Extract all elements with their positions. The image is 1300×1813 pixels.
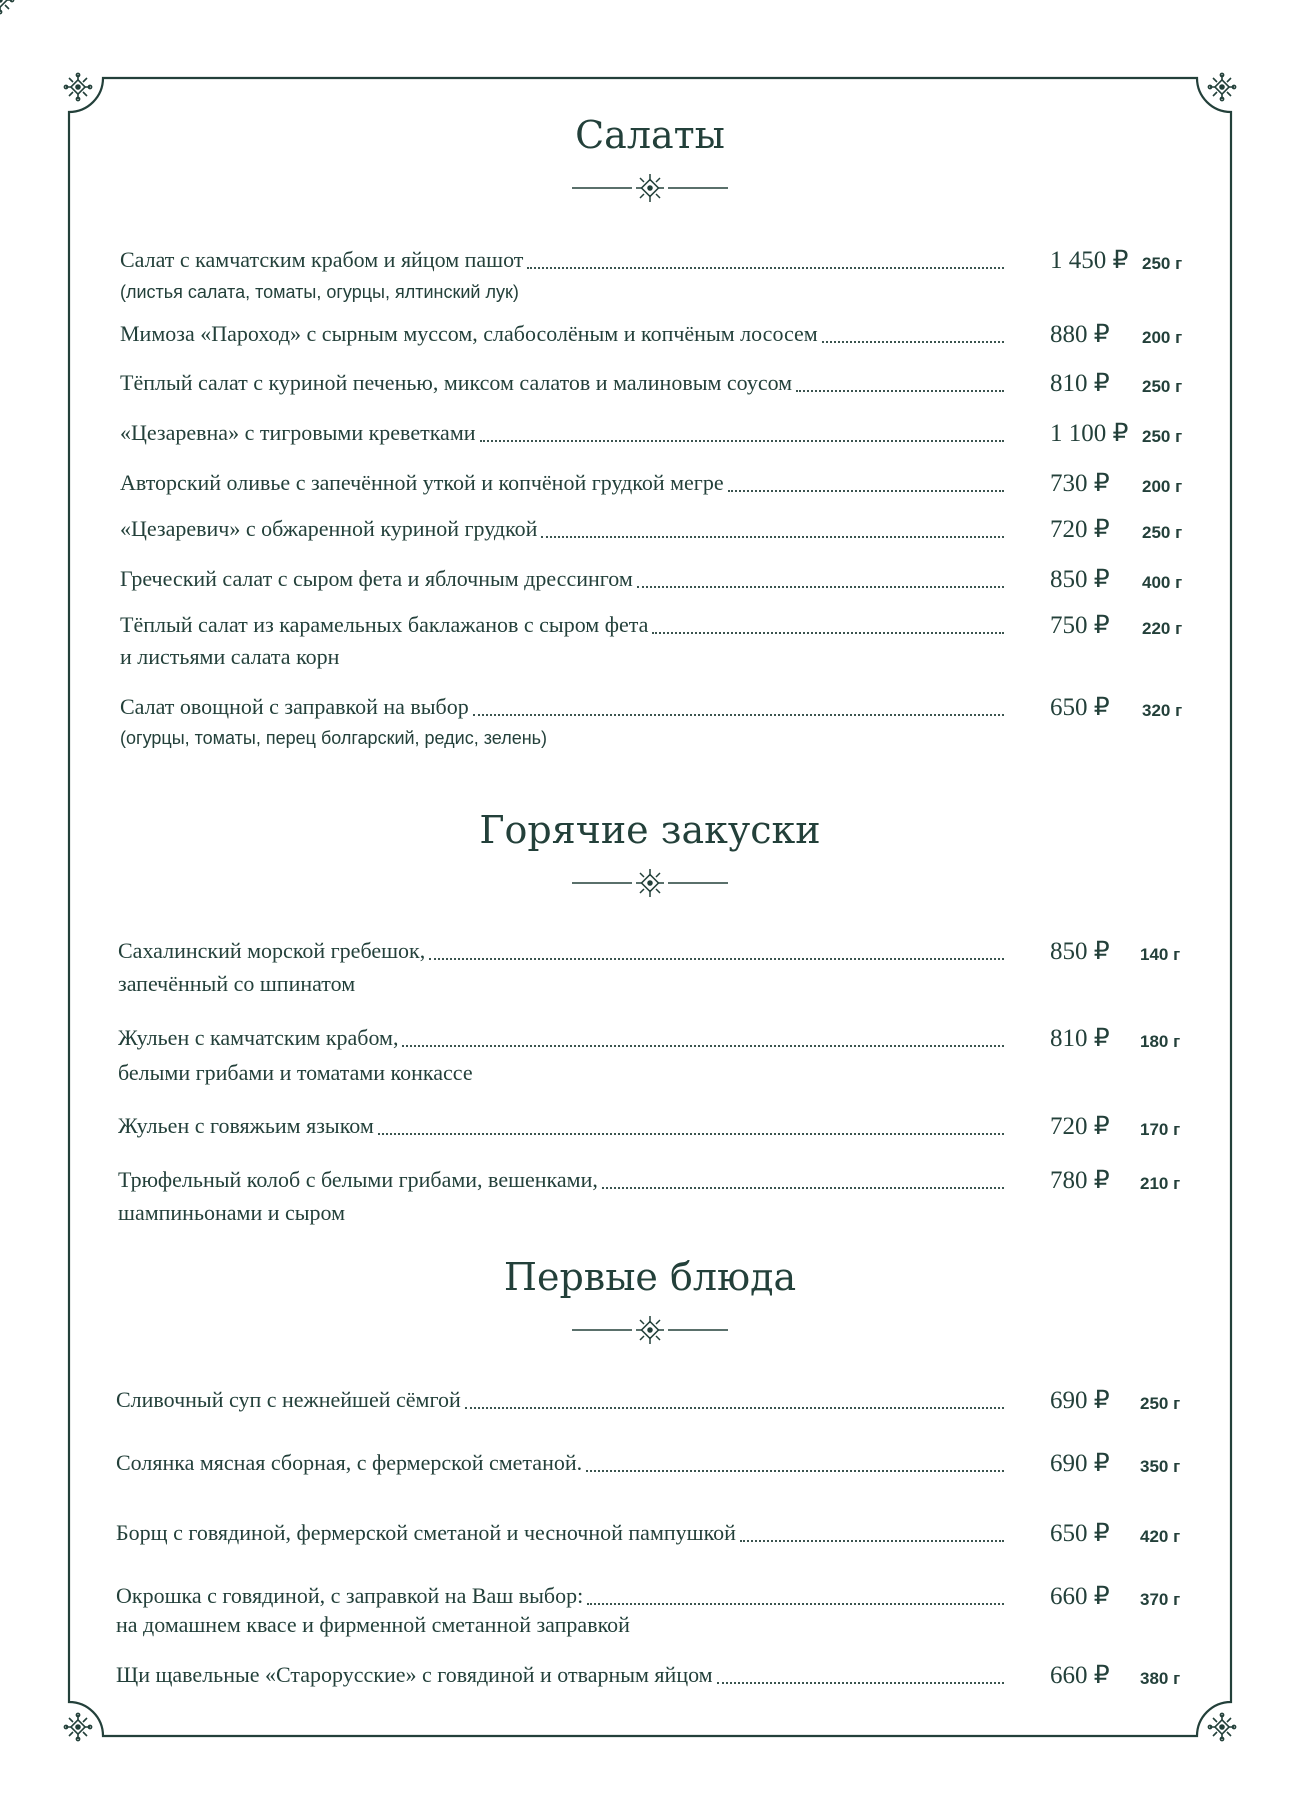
item-price: 650 ₽ xyxy=(1050,694,1110,721)
dot-leader xyxy=(480,440,1004,442)
dot-leader xyxy=(796,390,1004,392)
item-weight: 250 г xyxy=(1142,427,1183,446)
corner-ornament-icon xyxy=(64,73,91,100)
item-price: 1 450 ₽ xyxy=(1050,247,1129,274)
item-name-line2: на домашнем квасе и фирменной сметанной заправкой xyxy=(116,1612,630,1637)
item-name: Окрошка с говядиной, с заправкой на Ваш выбор: xyxy=(116,1583,584,1608)
item-price: 750 ₽ xyxy=(1050,612,1110,639)
dot-leader xyxy=(728,490,1004,492)
item-name: Жульен с камчатским крабом, xyxy=(118,1025,399,1050)
item-name: Трюфельный колоб с белыми грибами, вешенками, xyxy=(118,1167,598,1192)
dot-leader xyxy=(586,1470,1004,1472)
item-price: 730 ₽ xyxy=(1050,470,1110,497)
item-price: 1 100 ₽ xyxy=(1050,420,1129,447)
item-name: Жульен с говяжьим языком xyxy=(118,1113,374,1138)
dot-leader xyxy=(527,267,1004,269)
item-name: Авторский оливье с запечённой уткой и копчёной грудкой мегре xyxy=(120,470,724,495)
dot-leader xyxy=(587,1603,1004,1605)
item-description: (листья салата, томаты, огурцы, ялтинский лук) xyxy=(120,282,519,302)
item-name-line2: запечённый со шпинатом xyxy=(118,971,356,996)
item-price: 810 ₽ xyxy=(1050,1025,1110,1052)
item-description: (огурцы, томаты, перец болгарский, редис, зелень) xyxy=(120,728,548,748)
item-name: Салат овощной с заправкой на выбор xyxy=(120,694,469,719)
item-price: 780 ₽ xyxy=(1050,1167,1110,1194)
item-name: Сахалинский морской гребешок, xyxy=(118,938,426,963)
item-weight: 200 г xyxy=(1142,328,1183,347)
item-weight: 200 г xyxy=(1142,477,1183,496)
section-title-salads: Салаты xyxy=(575,113,725,157)
ornament-divider-icon xyxy=(570,867,730,899)
item-price: 880 ₽ xyxy=(1050,321,1110,348)
item-name: Тёплый салат с куриной печенью, миксом салатов и малиновым соусом xyxy=(120,370,793,395)
dot-leader xyxy=(429,958,1004,960)
item-price: 690 ₽ xyxy=(1050,1450,1110,1477)
dot-leader xyxy=(473,714,1004,716)
corner-ornament-icon xyxy=(64,1713,91,1740)
item-weight: 400 г xyxy=(1142,573,1183,592)
dot-leader xyxy=(541,536,1004,538)
corner-ornament-icon xyxy=(1208,1713,1235,1740)
dot-leader xyxy=(652,632,1004,634)
item-price: 850 ₽ xyxy=(1050,938,1110,965)
ornament-divider-icon xyxy=(570,1314,730,1346)
section-title-hot-appetizers: Горячие закуски xyxy=(479,808,821,852)
item-name: Борщ с говядиной, фермерской сметаной и чесночной пампушкой xyxy=(116,1520,736,1545)
item-price: 720 ₽ xyxy=(1050,1113,1110,1140)
item-name-line2: шампиньонами и сыром xyxy=(118,1200,346,1225)
item-name: Солянка мясная сборная, с фермерской сметаной. xyxy=(116,1450,583,1475)
item-weight: 170 г xyxy=(1140,1120,1181,1139)
item-name: «Цезаревна» с тигровыми креветками xyxy=(120,420,476,445)
item-weight: 250 г xyxy=(1142,523,1183,542)
dot-leader xyxy=(740,1540,1004,1542)
item-weight: 370 г xyxy=(1140,1590,1181,1609)
item-price: 850 ₽ xyxy=(1050,566,1110,593)
section-title-soups: Первые блюда xyxy=(503,1255,797,1299)
item-weight: 180 г xyxy=(1140,1032,1181,1051)
item-weight: 350 г xyxy=(1140,1457,1181,1476)
item-price: 810 ₽ xyxy=(1050,370,1110,397)
item-weight: 420 г xyxy=(1140,1527,1181,1546)
item-name: Щи щавельные «Старорусские» с говядиной и отварным яйцом xyxy=(116,1662,713,1687)
corner-ornament-icon xyxy=(1208,73,1235,100)
dot-leader xyxy=(822,341,1004,343)
item-price: 690 ₽ xyxy=(1050,1387,1110,1414)
item-price: 660 ₽ xyxy=(1050,1583,1110,1610)
item-price: 660 ₽ xyxy=(1050,1662,1110,1689)
item-weight: 140 г xyxy=(1140,945,1181,964)
item-price: 650 ₽ xyxy=(1050,1520,1110,1547)
item-name: Мимоза «Пароход» с сырным муссом, слабосолёным и копчёным лососем xyxy=(120,321,818,346)
item-price: 720 ₽ xyxy=(1050,516,1110,543)
dot-leader xyxy=(637,586,1004,588)
item-weight: 220 г xyxy=(1142,619,1183,638)
dot-leader xyxy=(717,1682,1004,1684)
dot-leader xyxy=(465,1407,1004,1409)
item-weight: 250 г xyxy=(1140,1394,1181,1413)
item-weight: 250 г xyxy=(1142,254,1183,273)
item-name: Тёплый салат из карамельных баклажанов с сыром фета xyxy=(120,612,649,637)
dot-leader xyxy=(378,1133,1004,1135)
item-weight: 380 г xyxy=(1140,1669,1181,1688)
ornament-divider-icon xyxy=(570,172,730,204)
item-name: «Цезаревич» с обжаренной куриной грудкой xyxy=(120,516,538,541)
dot-leader xyxy=(402,1045,1004,1047)
item-weight: 250 г xyxy=(1142,377,1183,396)
item-name-line2: белыми грибами и томатами конкассе xyxy=(118,1060,473,1085)
item-name: Греческий салат с сыром фета и яблочным дрессингом xyxy=(120,566,633,591)
item-name: Сливочный суп с нежнейшей сёмгой xyxy=(116,1387,461,1412)
item-weight: 210 г xyxy=(1140,1174,1181,1193)
item-name-line2: и листьями салата корн xyxy=(120,644,340,669)
item-name: Салат с камчатским крабом и яйцом пашот xyxy=(120,247,524,272)
dot-leader xyxy=(602,1187,1004,1189)
item-weight: 320 г xyxy=(1142,701,1183,720)
